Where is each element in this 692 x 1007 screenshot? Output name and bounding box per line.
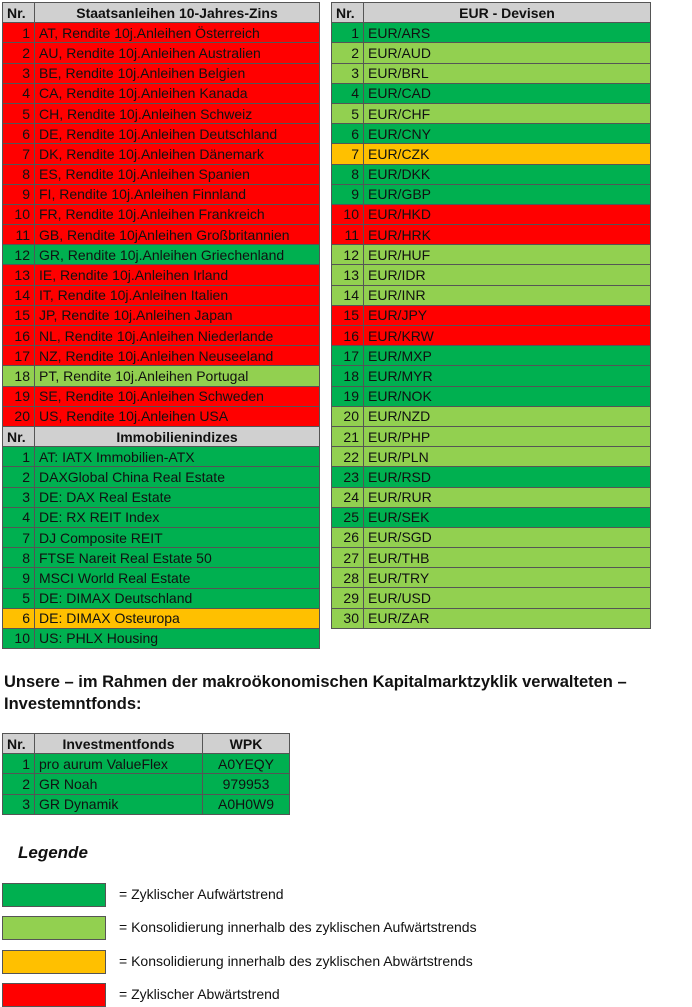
row-wpk: 979953 [203,774,290,794]
row-label: PT, Rendite 10j.Anleihen Portugal [35,366,320,386]
row-number: 25 [332,507,364,527]
row-label: CH, Rendite 10j.Anleihen Schweiz [35,103,320,123]
table-row [3,265,320,285]
row-number: 2 [3,43,35,63]
row-label: DK, Rendite 10j.Anleihen Dänemark [35,144,320,164]
row-label: EUR/HKD [364,204,651,224]
funds-table [2,733,290,815]
table-row [332,447,651,467]
row-label: EUR/INR [364,285,651,305]
table-row [3,588,320,608]
row-label: DE: DIMAX Deutschland [35,588,320,608]
table-row [332,305,651,325]
row-number: 4 [3,83,35,103]
row-number: 14 [3,285,35,305]
row-number: 3 [3,63,35,83]
row-number: 5 [3,588,35,608]
row-number: 17 [332,346,364,366]
table-row [3,774,290,794]
real-estate-table [2,426,320,649]
row-number: 20 [3,406,35,426]
funds-heading: Unsere – im Rahmen der makroökonomischen Kapitalmarktzyklik verwalteten – Investemntfonds: [4,673,627,713]
row-number: 9 [332,184,364,204]
row-label: FTSE Nareit Real Estate 50 [35,548,320,568]
table-row [3,285,320,305]
table-row [332,184,651,204]
row-number: 27 [332,548,364,568]
row-label: EUR/ZAR [364,608,651,628]
row-label: GR, Rendite 10j.Anleihen Griechenland [35,245,320,265]
table-row [3,23,320,43]
table-row [3,447,320,467]
row-number: 17 [3,346,35,366]
table-row [3,204,320,224]
row-number: 11 [3,225,35,245]
row-label: EUR/PHP [364,426,651,446]
table-row [332,548,651,568]
row-number: 12 [332,245,364,265]
table-row [3,144,320,164]
legend-label: = Konsolidierung innerhalb des zyklischen Abwärtstrends [119,953,473,969]
row-wpk: A0YEQY [203,754,290,774]
legend-label: = Konsolidierung innerhalb des zyklischen Aufwärtstrends [119,919,477,935]
legend-label: = Zyklischer Aufwärtstrend [119,886,284,902]
table-row [332,406,651,426]
row-number: 23 [332,467,364,487]
row-label: US: PHLX Housing [35,628,320,648]
legend-label: = Zyklischer Abwärtstrend [119,986,280,1002]
table-row [332,527,651,547]
row-label: EUR/JPY [364,305,651,325]
row-number: 19 [332,386,364,406]
row-label: EUR/IDR [364,265,651,285]
table-row [3,628,320,648]
row-label: EUR/PLN [364,447,651,467]
row-label: CA, Rendite 10j.Anleihen Kanada [35,83,320,103]
table-row [332,43,651,63]
row-label: ES, Rendite 10j.Anleihen Spanien [35,164,320,184]
row-label: US, Rendite 10j.Anleihen USA [35,406,320,426]
column-header-nr: Nr. [332,3,364,23]
row-label: AT, Rendite 10j.Anleihen Österreich [35,23,320,43]
table-row [3,346,320,366]
row-number: 6 [3,608,35,628]
row-label: EUR/CAD [364,83,651,103]
row-number: 9 [3,568,35,588]
table-row [332,386,651,406]
row-number: 11 [332,225,364,245]
column-header-title: Staatsanleihen 10-Jahres-Zins [35,3,320,23]
row-label: IE, Rendite 10j.Anleihen Irland [35,265,320,285]
row-number: 5 [332,103,364,123]
row-label: IT, Rendite 10j.Anleihen Italien [35,285,320,305]
row-number: 16 [3,326,35,346]
row-number: 3 [3,487,35,507]
row-number: 1 [3,447,35,467]
row-label: EUR/MYR [364,366,651,386]
row-label: GB, Rendite 10jAnleihen Großbritannien [35,225,320,245]
column-header-nr: Nr. [3,3,35,23]
table-header-row [3,734,290,754]
bond-yields-body [3,23,320,427]
row-number: 15 [3,305,35,325]
table-row [332,225,651,245]
table-row [3,43,320,63]
table-row [332,83,651,103]
table-row [3,608,320,628]
table-row [3,568,320,588]
row-number: 8 [3,548,35,568]
row-label: EUR/THB [364,548,651,568]
table-row [332,608,651,628]
row-number: 29 [332,588,364,608]
table-row [332,164,651,184]
table-row [3,467,320,487]
row-wpk: A0H0W9 [203,794,290,814]
row-label: FI, Rendite 10j.Anleihen Finnland [35,184,320,204]
row-number: 16 [332,326,364,346]
legend-item [2,916,692,940]
row-label: EUR/NZD [364,406,651,426]
row-number: 13 [332,265,364,285]
legend-title: Legende [18,843,88,862]
row-number: 14 [332,285,364,305]
table-row [3,305,320,325]
legend-swatch [2,916,106,940]
row-number: 4 [3,507,35,527]
row-number: 22 [332,447,364,467]
row-label: FR, Rendite 10j.Anleihen Frankreich [35,204,320,224]
table-row [332,346,651,366]
table-row [332,467,651,487]
row-number: 10 [3,204,35,224]
table-row [3,225,320,245]
row-label: DE: DAX Real Estate [35,487,320,507]
table-row [3,124,320,144]
row-number: 18 [3,366,35,386]
row-label: EUR/ARS [364,23,651,43]
row-number: 21 [332,426,364,446]
row-label: MSCI World Real Estate [35,568,320,588]
row-number: 19 [3,386,35,406]
funds-body [3,754,290,815]
row-number: 2 [3,774,35,794]
row-label: EUR/TRY [364,568,651,588]
row-number: 15 [332,305,364,325]
fx-body [332,23,651,629]
row-number: 7 [3,527,35,547]
table-row [332,366,651,386]
table-row [332,124,651,144]
row-label: DE: DIMAX Osteuropa [35,608,320,628]
row-number: 6 [332,124,364,144]
real-estate-body [3,447,320,649]
row-label: DE: RX REIT Index [35,507,320,527]
row-label: EUR/BRL [364,63,651,83]
row-number: 10 [3,628,35,648]
table-row [332,426,651,446]
column-header-nr: Nr. [3,734,35,754]
row-number: 1 [3,23,35,43]
legend-item [2,883,692,907]
column-header-title: EUR - Devisen [364,3,651,23]
row-number: 4 [332,83,364,103]
row-number: 3 [332,63,364,83]
row-number: 24 [332,487,364,507]
row-label: GR Dynamik [35,794,203,814]
table-header-row [332,3,651,23]
table-row [3,326,320,346]
row-number: 30 [332,608,364,628]
table-row [3,184,320,204]
row-label: DAXGlobal China Real Estate [35,467,320,487]
legend-item [2,983,692,1007]
table-row [332,588,651,608]
column-header-wpk: WPK [203,734,290,754]
row-number: 10 [332,204,364,224]
table-row [3,83,320,103]
row-label: BE, Rendite 10j.Anleihen Belgien [35,63,320,83]
table-row [332,63,651,83]
table-row [3,548,320,568]
table-row [332,265,651,285]
table-row [3,794,290,814]
row-label: EUR/CZK [364,144,651,164]
table-row [332,23,651,43]
row-label: EUR/AUD [364,43,651,63]
row-label: DE, Rendite 10j.Anleihen Deutschland [35,124,320,144]
legend-swatch [2,983,106,1007]
table-row [3,103,320,123]
row-number: 26 [332,527,364,547]
table-row [3,406,320,426]
table-row [332,507,651,527]
row-label: AT: IATX Immobilien-ATX [35,447,320,467]
table-row [332,144,651,164]
row-label: DJ Composite REIT [35,527,320,547]
table-row [3,164,320,184]
row-label: GR Noah [35,774,203,794]
row-number: 20 [332,406,364,426]
row-number: 8 [332,164,364,184]
row-number: 9 [3,184,35,204]
table-row [3,245,320,265]
table-row [332,568,651,588]
row-number: 7 [3,144,35,164]
table-row [332,326,651,346]
row-number: 2 [3,467,35,487]
fx-table [331,2,651,629]
row-label: EUR/SEK [364,507,651,527]
row-label: EUR/CHF [364,103,651,123]
row-label: JP, Rendite 10j.Anleihen Japan [35,305,320,325]
table-row [3,507,320,527]
row-label: NL, Rendite 10j.Anleihen Niederlande [35,326,320,346]
table-row [332,204,651,224]
legend-swatch [2,950,106,974]
column-header-nr: Nr. [3,427,35,447]
table-row [3,527,320,547]
row-number: 6 [3,124,35,144]
row-label: EUR/NOK [364,386,651,406]
table-row [332,245,651,265]
row-label: NZ, Rendite 10j.Anleihen Neuseeland [35,346,320,366]
row-number: 12 [3,245,35,265]
row-label: EUR/CNY [364,124,651,144]
row-number: 5 [3,103,35,123]
row-label: pro aurum ValueFlex [35,754,203,774]
row-label: EUR/RSD [364,467,651,487]
table-row [332,285,651,305]
row-label: EUR/KRW [364,326,651,346]
table-row [3,487,320,507]
row-number: 8 [3,164,35,184]
row-number: 13 [3,265,35,285]
column-header-title: Immobilienindizes [35,427,320,447]
table-row [3,366,320,386]
row-label: EUR/MXP [364,346,651,366]
column-header-name: Investmentfonds [35,734,203,754]
table-row [3,63,320,83]
row-number: 1 [3,754,35,774]
row-label: SE, Rendite 10j.Anleihen Schweden [35,386,320,406]
row-label: EUR/SGD [364,527,651,547]
row-number: 28 [332,568,364,588]
legend-swatch [2,883,106,907]
row-label: EUR/HUF [364,245,651,265]
table-row [332,487,651,507]
row-label: EUR/GBP [364,184,651,204]
row-label: EUR/DKK [364,164,651,184]
bond-yields-table [2,2,320,427]
row-label: AU, Rendite 10j.Anleihen Australien [35,43,320,63]
table-header-row [3,3,320,23]
row-number: 3 [3,794,35,814]
row-label: EUR/HRK [364,225,651,245]
table-row [3,754,290,774]
row-label: EUR/RUR [364,487,651,507]
row-number: 18 [332,366,364,386]
row-number: 1 [332,23,364,43]
row-number: 2 [332,43,364,63]
table-row [332,103,651,123]
row-number: 7 [332,144,364,164]
table-row [3,386,320,406]
legend-item [2,950,692,974]
table-header-row [3,427,320,447]
row-label: EUR/USD [364,588,651,608]
